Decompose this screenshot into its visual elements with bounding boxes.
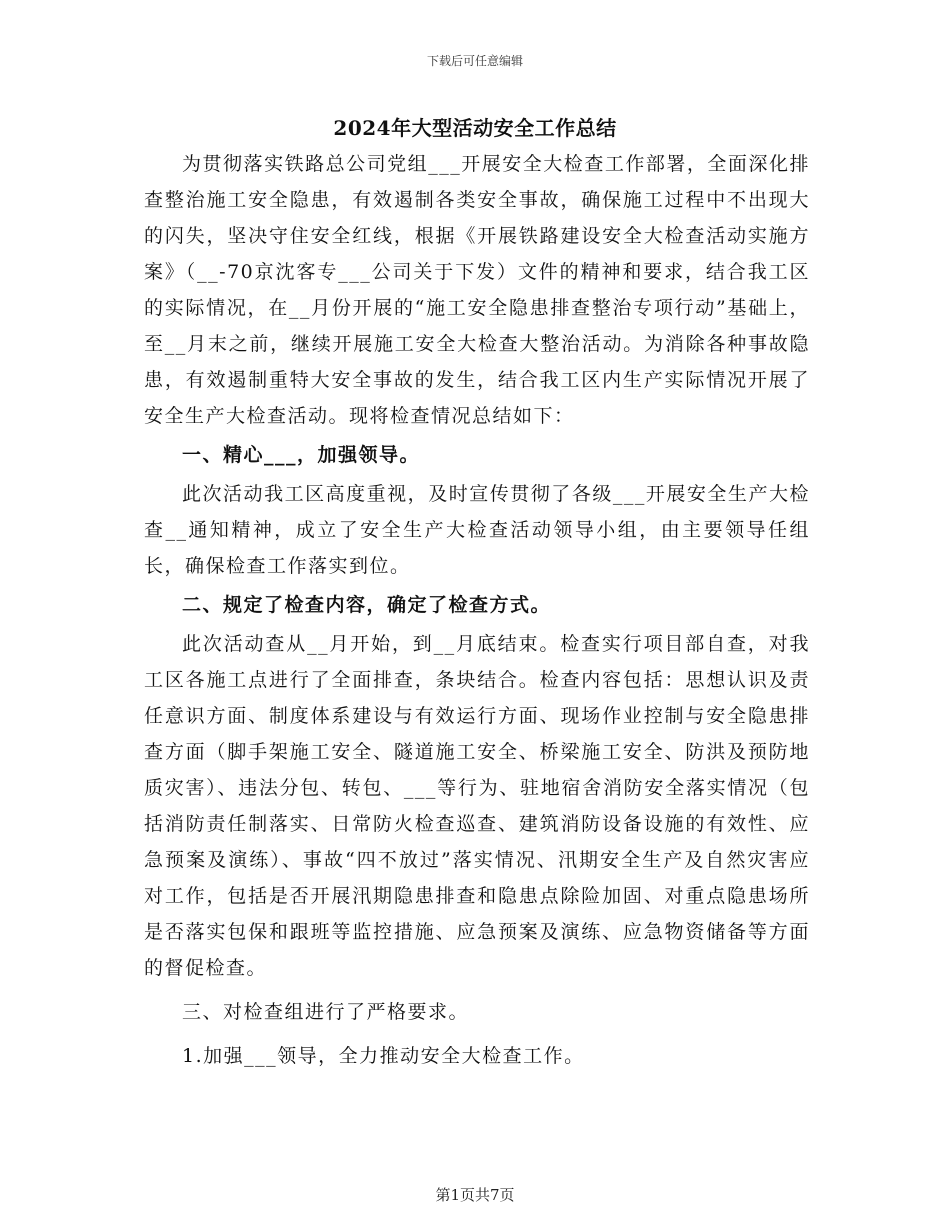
page-header-note: 下载后可任意编辑 xyxy=(426,54,523,68)
numbered-item-1: 1.加强___领导，全力推动安全大检查工作。 xyxy=(182,1045,585,1067)
section-2-paragraph: 此次活动查从__月开始，到__月底结束。检查实行项目部自查，对我工区各施工点进行了全面排查，条块结合。检查内容包括：思想认识及责任意识方面、制度体系建设与有效运行方面、现场作业控制与安全隐患排查方面（脚手架施工安全、隧道施工安全、桥梁施工安全、防洪及预防地质灾害）、违法分包、转包、___等行为、驻地宿舍消防安全落实情况（包括消防责任制落实、日常防火检查巡查、建筑消防设备设施的有效性、应急预案及演练）、事故“四不放过”落实情况、汛期安全生产及自然灾害应对工作，包括是否开展汛期隐患排查和隐患点除险加固、对重点隐患场所是否落实包保和跟班等监控措施、应急预案及演练、应急物资储备等方面的督促检查。 xyxy=(144,633,810,979)
section-heading-2: 二、规定了检查内容，确定了检查方式。 xyxy=(182,594,552,616)
section-1-paragraph: 此次活动我工区高度重视，及时宣传贯彻了各级___开展安全生产大检查__通知精神，成立了安全生产大检查活动领导小组，由主要领导任组长，确保检查工作落实到位。 xyxy=(144,483,810,577)
section-heading-1: 一、精心___，加强领导。 xyxy=(182,444,421,466)
page-number-footer: 第1页共7页 xyxy=(435,1186,515,1204)
document-title: 2024年大型活动安全工作总结 xyxy=(333,116,617,140)
intro-paragraph: 为贯彻落实铁路总公司党组___开展安全大检查工作部署，全面深化排查整治施工安全隐患，有效遏制各类安全事故，确保施工过程中不出现大的闪失，坚决守住安全红线，根据《开展铁路建设安全大检查活动实施方案》（__-70京沈客专___公司关于下发）文件的精神和要求，结合我工区的实际情况，在__月份开展的“施工安全隐患排查整治专项行动”基础上，至__月末之前，继续开展施工安全大检查大整治活动。为消除各种事故隐患，有效遏制重特大安全事故的发生，结合我工区内生产实际情况开展了安全生产大检查活动。现将检查情况总结如下： xyxy=(144,153,810,427)
document-body xyxy=(144,146,810,1074)
section-heading-3: 三、对检查组进行了严格要求。 xyxy=(182,1001,470,1023)
